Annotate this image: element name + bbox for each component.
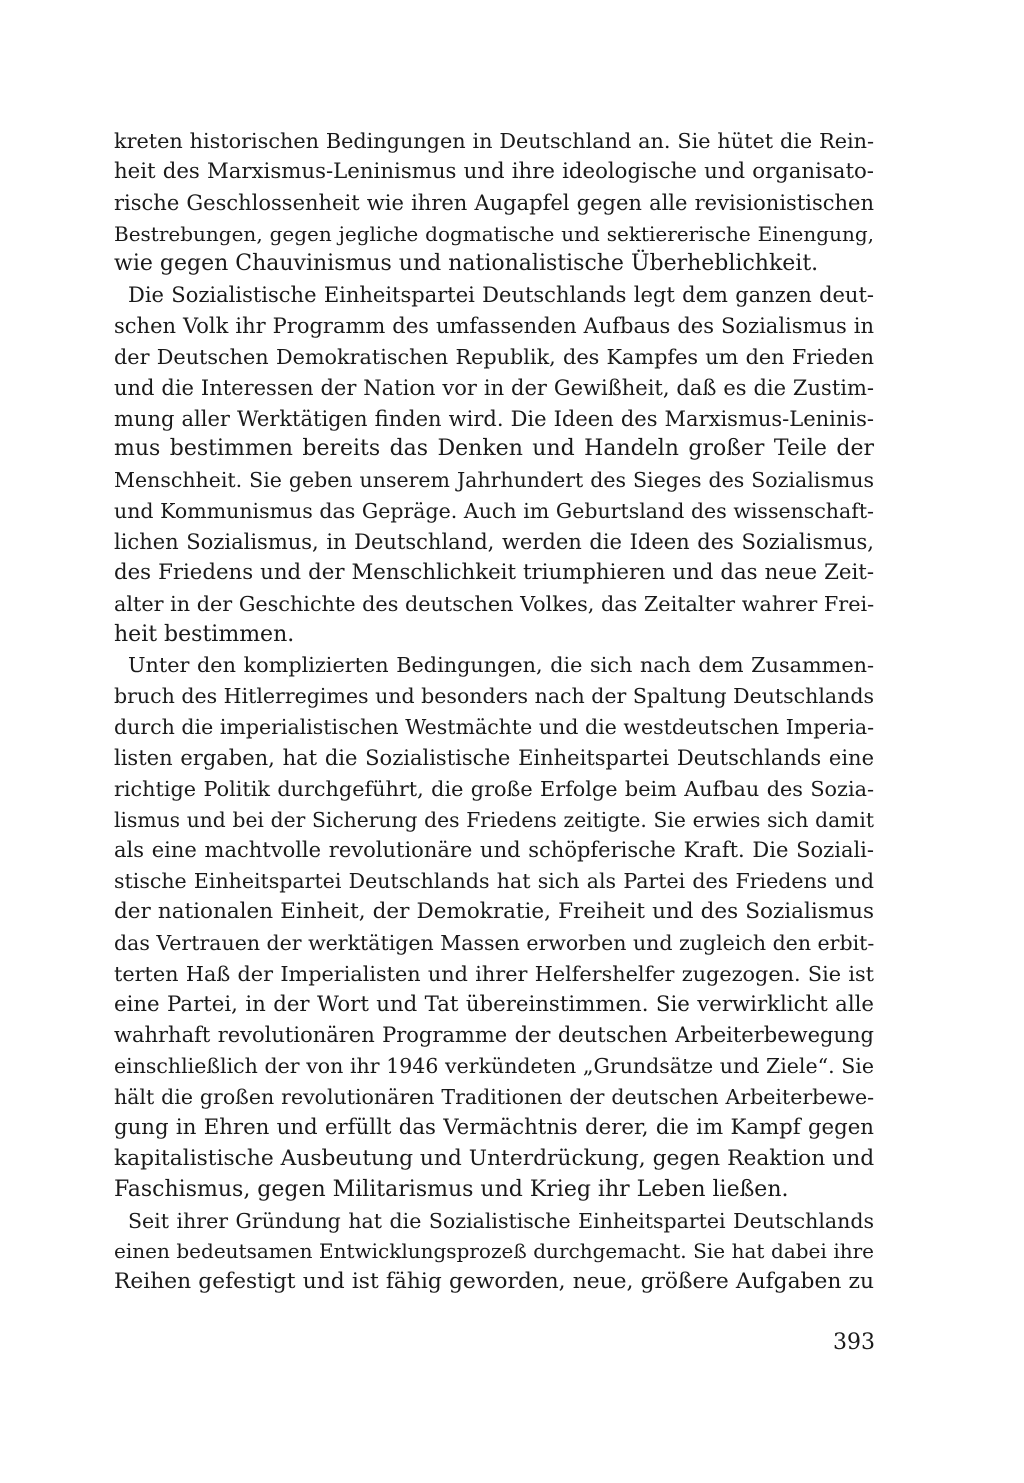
page-number: 393 bbox=[833, 1330, 875, 1355]
text-line: schen Volk ihr Programm des umfassenden Aufbaus des Sozialismus in bbox=[114, 314, 874, 339]
text-line: terten Haß der Imperialisten und ihrer Helfershelfer zugezogen. Sie ist bbox=[114, 961, 874, 986]
text-line: stische Einheitspartei Deutschlands hat sich als Partei des Friedens und bbox=[114, 869, 874, 894]
paragraph bbox=[114, 1206, 874, 1299]
text-line: wahrhaft revolutionären Programme der deutschen Arbeiterbewegung bbox=[114, 1023, 874, 1048]
text-line: wie gegen Chauvinismus und nationalistische Überheblichkeit. bbox=[114, 251, 819, 277]
paragraph bbox=[114, 126, 874, 280]
paragraph bbox=[114, 650, 874, 1205]
paragraph bbox=[114, 280, 874, 650]
text-line: kapitalistische Ausbeutung und Unterdrückung, gegen Reaktion und bbox=[114, 1145, 875, 1171]
text-line: listen ergaben, hat die Sozialistische Einheitspartei Deutschlands eine bbox=[114, 745, 874, 770]
text-line: bruch des Hitlerregimes und besonders nach der Spaltung Deutschlands bbox=[114, 684, 874, 709]
text-line: heit des Marxismus-Leninismus und ihre ideologische und organisato- bbox=[114, 158, 874, 184]
text-line: das Vertrauen der werktätigen Massen erworben und zugleich den erbit- bbox=[114, 930, 875, 955]
text-line: Die Sozialistische Einheitspartei Deutschlands legt dem ganzen deut- bbox=[128, 283, 874, 308]
text-line: gung in Ehren und erfüllt das Vermächtnis derer, die im Kampf gegen bbox=[114, 1115, 874, 1140]
text-line: lismus und bei der Sicherung des Friedens zeitigte. Sie erwies sich damit bbox=[114, 807, 874, 832]
text-line: heit bestimmen. bbox=[114, 621, 295, 647]
text-line: Seit ihrer Gründung hat die Sozialistische Einheitspartei Deutschlands bbox=[128, 1208, 874, 1233]
text-line: Menschheit. Sie geben unserem Jahrhundert des Sieges des Sozialismus bbox=[114, 468, 874, 493]
text-line: Faschismus, gegen Militarismus und Krieg ihr Leben ließen. bbox=[114, 1176, 789, 1202]
text-line: einschließlich der von ihr 1946 verkündeten „Grundsätze und Ziele“. Sie bbox=[114, 1054, 874, 1079]
text-line: der Deutschen Demokratischen Republik, des Kampfes um den Frieden bbox=[114, 344, 874, 369]
text-line: der nationalen Einheit, der Demokratie, Freiheit und des Sozialismus bbox=[114, 899, 874, 925]
text-line: des Friedens und der Menschlichkeit triumphieren und das neue Zeit- bbox=[114, 559, 874, 585]
text-line: als eine machtvolle revolutionäre und schöpferische Kraft. Die Soziali- bbox=[114, 838, 874, 863]
text-line: eine Partei, in der Wort und Tat übereinstimmen. Sie verwirklicht alle bbox=[114, 991, 874, 1017]
text-line: und Kommunismus das Gepräge. Auch im Geburtsland des wissenschaft- bbox=[114, 499, 874, 524]
text-line: Reihen gefestigt und ist fähig geworden, neue, größere Aufgaben zu bbox=[114, 1269, 874, 1295]
text-line: Bestrebungen, gegen jegliche dogmatische und sektiererische Einengung, bbox=[114, 221, 874, 246]
text-line: mus bestimmen bereits das Denken und Handeln großer Teile der bbox=[114, 436, 874, 462]
text-line: und die Interessen der Nation vor in der Gewißheit, daß es die Zustim- bbox=[114, 375, 874, 400]
text-line: hält die großen revolutionären Traditionen der deutschen Arbeiterbewe- bbox=[114, 1085, 874, 1110]
text-line: rische Geschlossenheit wie ihren Augapfel gegen alle revisionistischen bbox=[114, 190, 874, 215]
text-line: Unter den komplizierten Bedingungen, die sich nach dem Zusammen- bbox=[128, 653, 874, 678]
text-line: durch die imperialistischen Westmächte und die westdeutschen Imperia- bbox=[114, 715, 874, 740]
text-line: kreten historischen Bedingungen in Deutschland an. Sie hütet die Rein- bbox=[114, 129, 874, 153]
text-line: richtige Politik durchgeführt, die große Erfolge beim Aufbau des Sozia- bbox=[114, 776, 874, 801]
text-line: alter in der Geschichte des deutschen Volkes, das Zeitalter wahrer Frei- bbox=[114, 591, 875, 616]
text-line: lichen Sozialismus, in Deutschland, werden die Ideen des Sozialismus, bbox=[114, 529, 874, 554]
text-line: mung aller Werktätigen finden wird. Die Ideen des Marxismus-Leninis- bbox=[114, 406, 874, 431]
text-line: einen bedeutsamen Entwicklungsprozeß durchgemacht. Sie hat dabei ihre bbox=[114, 1239, 874, 1264]
body-text bbox=[114, 126, 874, 1298]
